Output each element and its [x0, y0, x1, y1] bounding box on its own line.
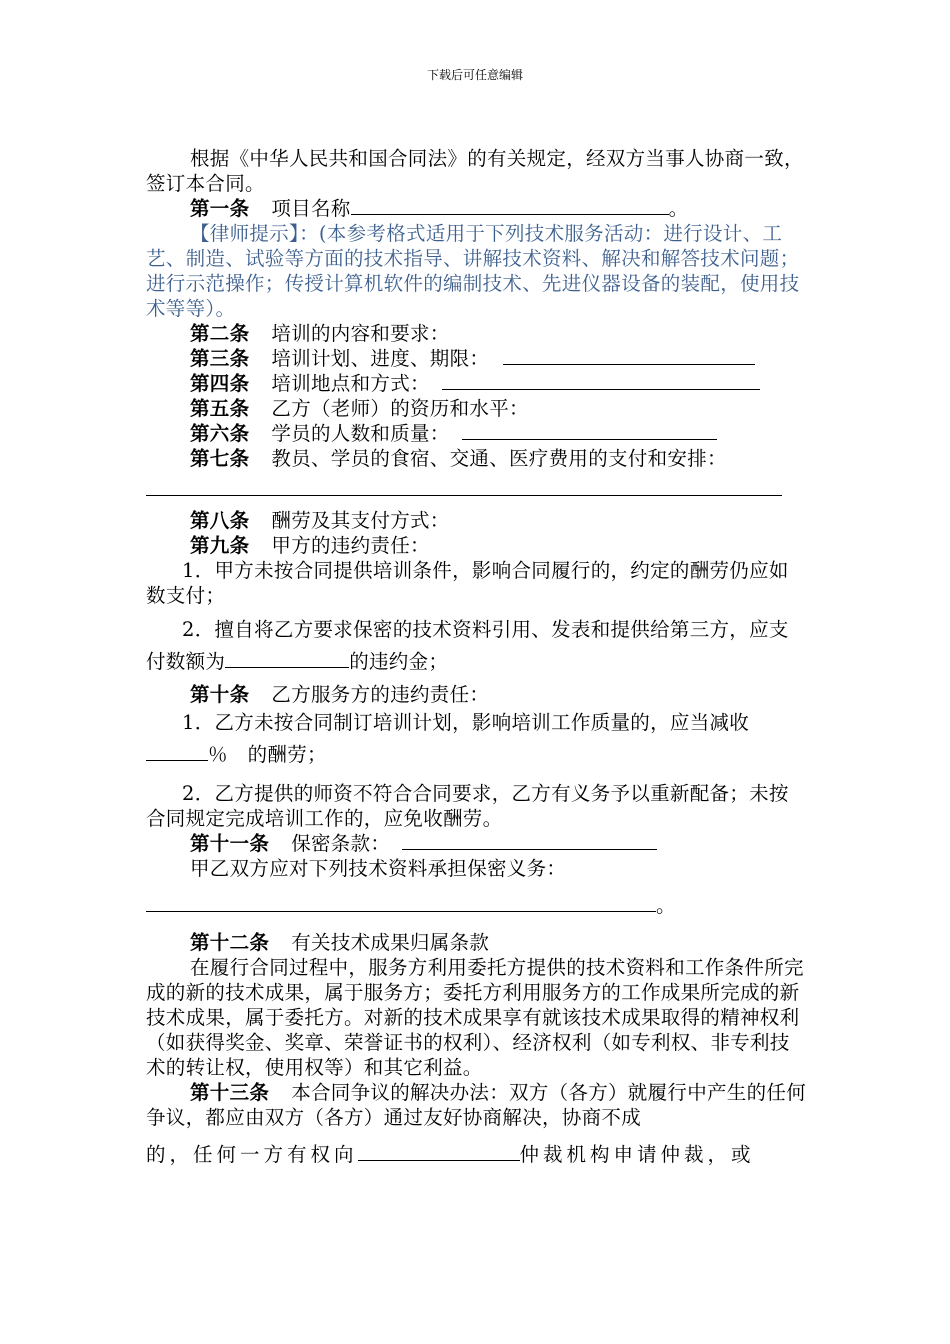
article-9 — [146, 533, 806, 558]
article-7 — [146, 446, 806, 471]
article-1 — [146, 196, 806, 221]
training-location-blank — [442, 371, 760, 390]
article-5 — [146, 396, 806, 421]
article-6 — [146, 421, 806, 446]
penalty-amount-blank — [225, 649, 349, 668]
article-12-label: 第十二条 — [190, 931, 270, 954]
article-9-item-2-tail: 的违约金； — [349, 650, 449, 673]
article-10-item-1-text: 1．乙方未按合同制订培训计划，影响培训工作质量的，应当减收 — [182, 711, 750, 734]
project-name-blank — [351, 196, 669, 215]
article-8 — [146, 508, 806, 533]
article-2-text: 培训的内容和要求： — [271, 322, 450, 345]
article-13-line-2-tail: 仲裁机构申请仲裁，或 — [519, 1143, 755, 1166]
article-5-label: 第五条 — [190, 397, 250, 420]
article-1-text: 项目名称 — [271, 197, 351, 220]
article-4-text: 培训地点和方式： — [271, 372, 430, 395]
article-11-text: 保密条款： — [291, 832, 391, 855]
trainee-count-blank — [462, 421, 717, 440]
article-11-line-2: 甲乙双方应对下列技术资料承担保密义务： — [190, 857, 567, 880]
article-10-item-2: 2．乙方提供的师资不符合合同要求，乙方有义务予以重新配备；未按合同规定完成培训工作的，应免收酬劳。 — [146, 782, 789, 830]
article-10-item-1 — [146, 707, 806, 771]
article-3-label: 第三条 — [190, 347, 250, 370]
article-4 — [146, 371, 806, 396]
article-9-item-2 — [146, 614, 806, 678]
article-10-label: 第十条 — [190, 683, 250, 706]
confidentiality-blank — [402, 831, 657, 850]
article-9-item-1: 1．甲方未按合同提供培训条件，影响合同履行的，约定的酬劳仍应如数支付； — [146, 559, 789, 607]
article-7-label: 第七条 — [190, 447, 250, 470]
article-11 — [146, 831, 806, 856]
article-10-text: 乙方服务方的违约责任： — [271, 683, 490, 706]
arbitration-body-blank — [358, 1142, 520, 1161]
article-10-item-1-tail: ％ 的酬劳； — [208, 743, 327, 766]
article-9-text: 甲方的违约责任： — [271, 534, 430, 557]
lawyer-note-body: ：(本参考格式适用于下列技术服务活动：进行设计、工艺、制造、试验等方面的技术指导、讲解技术资料、解决和解答技术问题；进行示范操作；传授计算机软件的编制技术、先进仪器设备的装配，使用技术等等）。 — [146, 222, 800, 320]
article-10 — [146, 682, 806, 707]
article-3 — [146, 346, 806, 371]
article-1-label: 第一条 — [190, 197, 250, 220]
article-3-text: 培训计划、进度、期限： — [271, 347, 490, 370]
article-2-label: 第二条 — [190, 322, 250, 345]
article-12-body: 在履行合同过程中，服务方利用委托方提供的技术资料和工作条件所完成的新的技术成果，属于服务方；委托方利用服务方的工作成果所完成的新技术成果，属于委托方。对新的技术成果享有就该技术成果取得的精神权利（如获得奖金、奖章、荣誉证书的权利）、经济权利（如专利权、非专利技术的转让权，使用权等）和其它利益。 — [146, 956, 804, 1079]
article-13-line-2-text: 的，任何一方有权向 — [146, 1143, 358, 1166]
confidential-materials-blank — [146, 893, 656, 912]
article-1-tail: 。 — [668, 197, 689, 220]
article-11-label: 第十一条 — [190, 832, 270, 855]
article-5-text: 乙方（老师）的资历和水平： — [271, 397, 529, 420]
contract-body — [146, 146, 806, 1167]
article-6-label: 第六条 — [190, 422, 250, 445]
article-6-text: 学员的人数和质量： — [271, 422, 450, 445]
intro-paragraph: 根据《中华人民共和国合同法》的有关规定，经双方当事人协商一致，签订本合同。 — [146, 147, 804, 195]
article-11-tail: 。 — [656, 894, 676, 917]
article-12 — [146, 930, 806, 955]
article-2 — [146, 321, 806, 346]
article-13-text: 本合同争议的解决办法：双方（各方）就履行中产生的任何争议，都应由双方（各方）通过友好协商解决，协商不成 — [146, 1081, 807, 1129]
article-12-text: 有关技术成果归属条款 — [291, 931, 490, 954]
page-header: 下载后可任意编辑 — [426, 68, 523, 82]
article-8-label: 第八条 — [190, 509, 250, 532]
lawyer-note — [146, 221, 806, 321]
fee-reduction-blank — [146, 742, 208, 761]
article-4-label: 第四条 — [190, 372, 250, 395]
article-11-blank-line — [146, 893, 806, 918]
training-plan-blank — [503, 346, 755, 365]
article-7-blank-line — [146, 485, 782, 496]
article-9-item-2-text: 2．擅自将乙方要求保密的技术资料引用、发表和提供给第三方，应支付数额为 — [146, 618, 789, 673]
article-7-text: 教员、学员的食宿、交通、医疗费用的支付和安排： — [271, 447, 727, 470]
article-13-line-2 — [146, 1142, 806, 1167]
article-13-label: 第十三条 — [190, 1081, 270, 1104]
article-8-text: 酬劳及其支付方式： — [271, 509, 450, 532]
article-9-label: 第九条 — [190, 534, 250, 557]
article-13 — [146, 1080, 806, 1130]
lawyer-note-head: 【律师提示】 — [190, 222, 300, 245]
